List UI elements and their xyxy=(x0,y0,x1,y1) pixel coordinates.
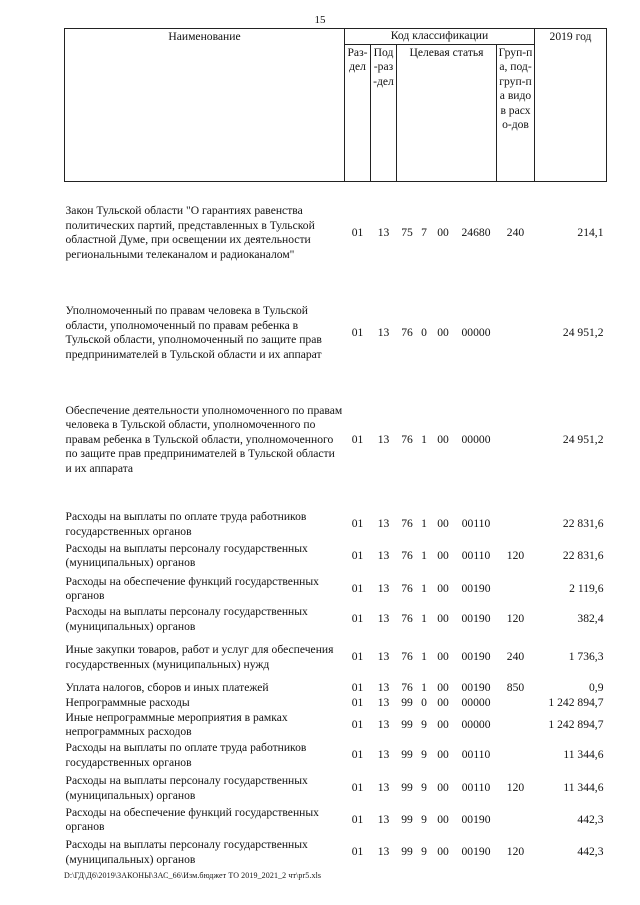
table-row xyxy=(65,285,607,381)
row-code-pr: 13 xyxy=(377,325,390,339)
header-code-group: Код классификации xyxy=(345,29,535,45)
row-code-rz: 01 xyxy=(351,226,364,239)
row-code-grp: 120 xyxy=(506,612,525,626)
row-code-t1: 76 xyxy=(401,581,413,595)
row-code-grp: 240 xyxy=(506,226,525,239)
row-code-t4: 00190 xyxy=(461,681,491,694)
row-code-t4: 00000 xyxy=(461,325,491,339)
row-code-pr: 13 xyxy=(377,748,390,762)
row-name: Иные закупки товаров, работ и услуг для обеспечения государственных (муниципальных) нужд xyxy=(65,643,334,671)
row-amount: 2 119,6 xyxy=(569,581,604,595)
header-name: Наименование xyxy=(65,29,345,182)
row-code-t1: 76 xyxy=(401,612,413,626)
row-code-t2: 9 xyxy=(421,748,427,762)
row-code-grp xyxy=(497,285,535,381)
row-code-t2: 1 xyxy=(421,612,427,626)
table-row xyxy=(65,681,607,696)
row-code-pr: 13 xyxy=(377,695,390,709)
row-code-rz: 01 xyxy=(351,748,364,762)
row-code-rz: 01 xyxy=(351,781,364,795)
file-path-footer: D:\ГД\Д6\2019\ЗАКОНЫ\ЗАС_66\Изм.бюджет ТО 2019_2021_2 чт\pr5.xls xyxy=(64,871,322,880)
row-code-rz: 01 xyxy=(351,612,364,626)
row-code-t3: 00 xyxy=(437,226,449,239)
row-code-pr: 13 xyxy=(377,717,390,731)
row-code-t1: 76 xyxy=(401,325,413,339)
row-code-t2: 9 xyxy=(421,717,427,731)
table-row xyxy=(65,381,607,499)
row-amount: 382,4 xyxy=(577,612,604,626)
row-code-t2: 0 xyxy=(421,325,427,339)
row-code-rz: 01 xyxy=(351,681,364,694)
row-code-grp: 120 xyxy=(506,845,525,859)
row-name: Расходы на выплаты персоналу государственных (муниципальных) органов xyxy=(65,605,308,633)
row-code-t2: 0 xyxy=(421,695,427,709)
row-name: Расходы на обеспечение функций государственных органов xyxy=(65,805,319,833)
row-name: Расходы на выплаты по оплате труда работников государственных органов xyxy=(65,741,307,769)
row-amount: 11 344,6 xyxy=(563,781,604,795)
row-amount: 1 736,3 xyxy=(568,650,604,664)
row-code-pr: 13 xyxy=(377,432,390,446)
row-code-pr: 13 xyxy=(377,681,390,694)
row-code-t2: 1 xyxy=(421,432,427,446)
row-amount: 1 242 894,7 xyxy=(548,695,604,709)
budget-table xyxy=(64,28,607,871)
row-code-pr: 13 xyxy=(377,845,390,859)
row-name: Непрограммные расходы xyxy=(65,695,190,709)
row-code-t3: 00 xyxy=(437,650,449,664)
row-code-t1: 99 xyxy=(401,781,413,795)
table-row xyxy=(65,499,607,539)
row-code-t3: 00 xyxy=(437,325,449,339)
row-amount: 214,1 xyxy=(577,226,604,239)
row-code-t2: 9 xyxy=(421,781,427,795)
row-code-t3: 00 xyxy=(437,781,449,795)
table-row xyxy=(65,696,607,711)
row-name: Иные непрограммные мероприятия в рамках непрограммных расходов xyxy=(65,710,288,738)
row-name: Уполномоченный по правам человека в Тульской области, уполномоченный по правам ребенка в Тульской области, уполномоченный по защите прав предпринимателей в Тульской области и их аппарат xyxy=(65,304,322,361)
row-code-grp xyxy=(497,573,535,605)
row-code-rz: 01 xyxy=(351,717,364,731)
row-code-t1: 99 xyxy=(401,748,413,762)
table-row xyxy=(65,634,607,681)
table-row xyxy=(65,573,607,605)
row-code-grp xyxy=(497,806,535,835)
table-row xyxy=(65,835,607,871)
row-code-t1: 99 xyxy=(401,812,413,826)
row-code-t1: 76 xyxy=(401,681,413,694)
row-amount: 0,9 xyxy=(589,681,604,694)
row-code-rz: 01 xyxy=(351,548,364,562)
row-code-t2: 1 xyxy=(421,517,427,531)
row-code-t2: 9 xyxy=(421,812,427,826)
page-number: 15 xyxy=(314,14,326,26)
budget-rows xyxy=(65,181,607,871)
row-code-rz: 01 xyxy=(351,695,364,709)
header-target-article: Целевая статья xyxy=(397,44,497,181)
row-code-pr: 13 xyxy=(377,548,390,562)
row-code-t3: 00 xyxy=(437,748,449,762)
row-code-rz: 01 xyxy=(351,650,364,664)
row-code-t2: 1 xyxy=(421,581,427,595)
row-code-t3: 00 xyxy=(437,581,449,595)
row-code-rz: 01 xyxy=(351,325,364,339)
row-code-grp: 120 xyxy=(506,548,525,562)
row-code-pr: 13 xyxy=(377,812,390,826)
row-code-grp: 850 xyxy=(506,681,525,694)
row-code-t2: 7 xyxy=(421,226,427,239)
table-row xyxy=(65,806,607,835)
table-row xyxy=(65,181,607,285)
row-name: Закон Тульской области "О гарантиях равенства политических партий, представленных в Тульской областной Думе, при освещении их деятельности региональными телеканалом и радиоканалом" xyxy=(65,204,315,261)
row-code-grp: 240 xyxy=(506,650,525,664)
row-code-pr: 13 xyxy=(377,517,390,531)
header-year: 2019 год xyxy=(535,29,607,182)
row-code-t1: 76 xyxy=(401,548,413,562)
row-code-t4: 00190 xyxy=(461,581,491,595)
row-code-grp xyxy=(497,499,535,539)
row-code-t4: 00110 xyxy=(461,781,491,795)
row-code-rz: 01 xyxy=(351,432,364,446)
row-amount: 22 831,6 xyxy=(562,517,604,531)
header-razdel: Раз-дел xyxy=(345,44,371,181)
row-code-t2: 9 xyxy=(421,845,427,859)
row-name: Расходы на выплаты персоналу государственных (муниципальных) органов xyxy=(65,838,308,866)
row-code-t2: 1 xyxy=(421,548,427,562)
row-code-grp xyxy=(497,711,535,740)
row-code-t1: 76 xyxy=(401,650,413,664)
row-code-pr: 13 xyxy=(377,226,390,239)
row-code-t1: 76 xyxy=(401,517,413,531)
row-amount: 442,3 xyxy=(577,812,604,826)
row-code-t3: 00 xyxy=(437,432,449,446)
row-code-t3: 00 xyxy=(437,517,449,531)
row-code-pr: 13 xyxy=(377,781,390,795)
header-expense-group: Груп-па, под-груп-па видов расхо-дов xyxy=(497,44,535,181)
row-amount: 24 951,2 xyxy=(562,432,604,446)
row-name: Обеспечение деятельности уполномоченного по правам человека в Тульской области, уполномоченного по правам ребенка в Тульской области, уполномоченного по защите прав предпринимателей в Тульской области и их аппарата xyxy=(65,403,343,475)
table-row xyxy=(65,711,607,740)
row-name: Расходы на выплаты персоналу государственных (муниципальных) органов xyxy=(65,541,308,569)
row-code-t1: 99 xyxy=(401,845,413,859)
row-code-pr: 13 xyxy=(377,612,390,626)
row-code-grp xyxy=(497,696,535,711)
table-row xyxy=(65,772,607,806)
row-code-t1: 76 xyxy=(401,432,413,446)
row-code-t2: 1 xyxy=(421,650,427,664)
row-code-t4: 00190 xyxy=(461,812,491,826)
row-code-t3: 00 xyxy=(437,612,449,626)
row-code-t4: 00000 xyxy=(461,432,491,446)
row-code-grp: 120 xyxy=(506,781,525,795)
row-name: Расходы на выплаты по оплате труда работников государственных органов xyxy=(65,510,307,538)
row-amount: 24 951,2 xyxy=(562,325,604,339)
row-code-rz: 01 xyxy=(351,517,364,531)
row-code-t1: 75 xyxy=(401,226,413,239)
row-code-t3: 00 xyxy=(437,717,449,731)
row-name: Расходы на выплаты персоналу государственных (муниципальных) органов xyxy=(65,774,308,802)
row-name: Расходы на обеспечение функций государственных органов xyxy=(65,574,319,602)
row-code-pr: 13 xyxy=(377,650,390,664)
row-code-t1: 99 xyxy=(401,695,413,709)
table-row xyxy=(65,539,607,573)
row-code-t4: 00110 xyxy=(461,517,491,531)
row-code-t4: 00000 xyxy=(461,695,491,709)
row-name: Уплата налогов, сборов и иных платежей xyxy=(65,681,269,694)
row-code-grp xyxy=(497,381,535,499)
row-code-t1: 99 xyxy=(401,717,413,731)
row-code-t2: 1 xyxy=(421,681,427,694)
row-amount: 22 831,6 xyxy=(562,548,604,562)
row-amount: 1 242 894,7 xyxy=(548,717,604,731)
row-code-t3: 00 xyxy=(437,681,449,694)
row-amount: 11 344,6 xyxy=(563,748,604,762)
row-code-t4: 00110 xyxy=(461,748,491,762)
row-code-rz: 01 xyxy=(351,812,364,826)
table-row xyxy=(65,605,607,634)
row-amount: 442,3 xyxy=(577,845,604,859)
row-code-t4: 00190 xyxy=(461,650,491,664)
row-code-t3: 00 xyxy=(437,548,449,562)
row-code-t4: 00190 xyxy=(461,612,491,626)
row-code-pr: 13 xyxy=(377,581,390,595)
header-podrazdel: Под-раз-дел xyxy=(371,44,397,181)
row-code-t3: 00 xyxy=(437,845,449,859)
table-row xyxy=(65,740,607,772)
row-code-t3: 00 xyxy=(437,812,449,826)
row-code-rz: 01 xyxy=(351,845,364,859)
row-code-grp xyxy=(497,740,535,772)
row-code-t4: 00110 xyxy=(461,548,491,562)
row-code-t4: 00000 xyxy=(461,717,491,731)
row-code-t4: 00190 xyxy=(461,845,491,859)
row-code-t3: 00 xyxy=(437,695,449,709)
row-code-t4: 24680 xyxy=(461,226,491,239)
row-code-rz: 01 xyxy=(351,581,364,595)
